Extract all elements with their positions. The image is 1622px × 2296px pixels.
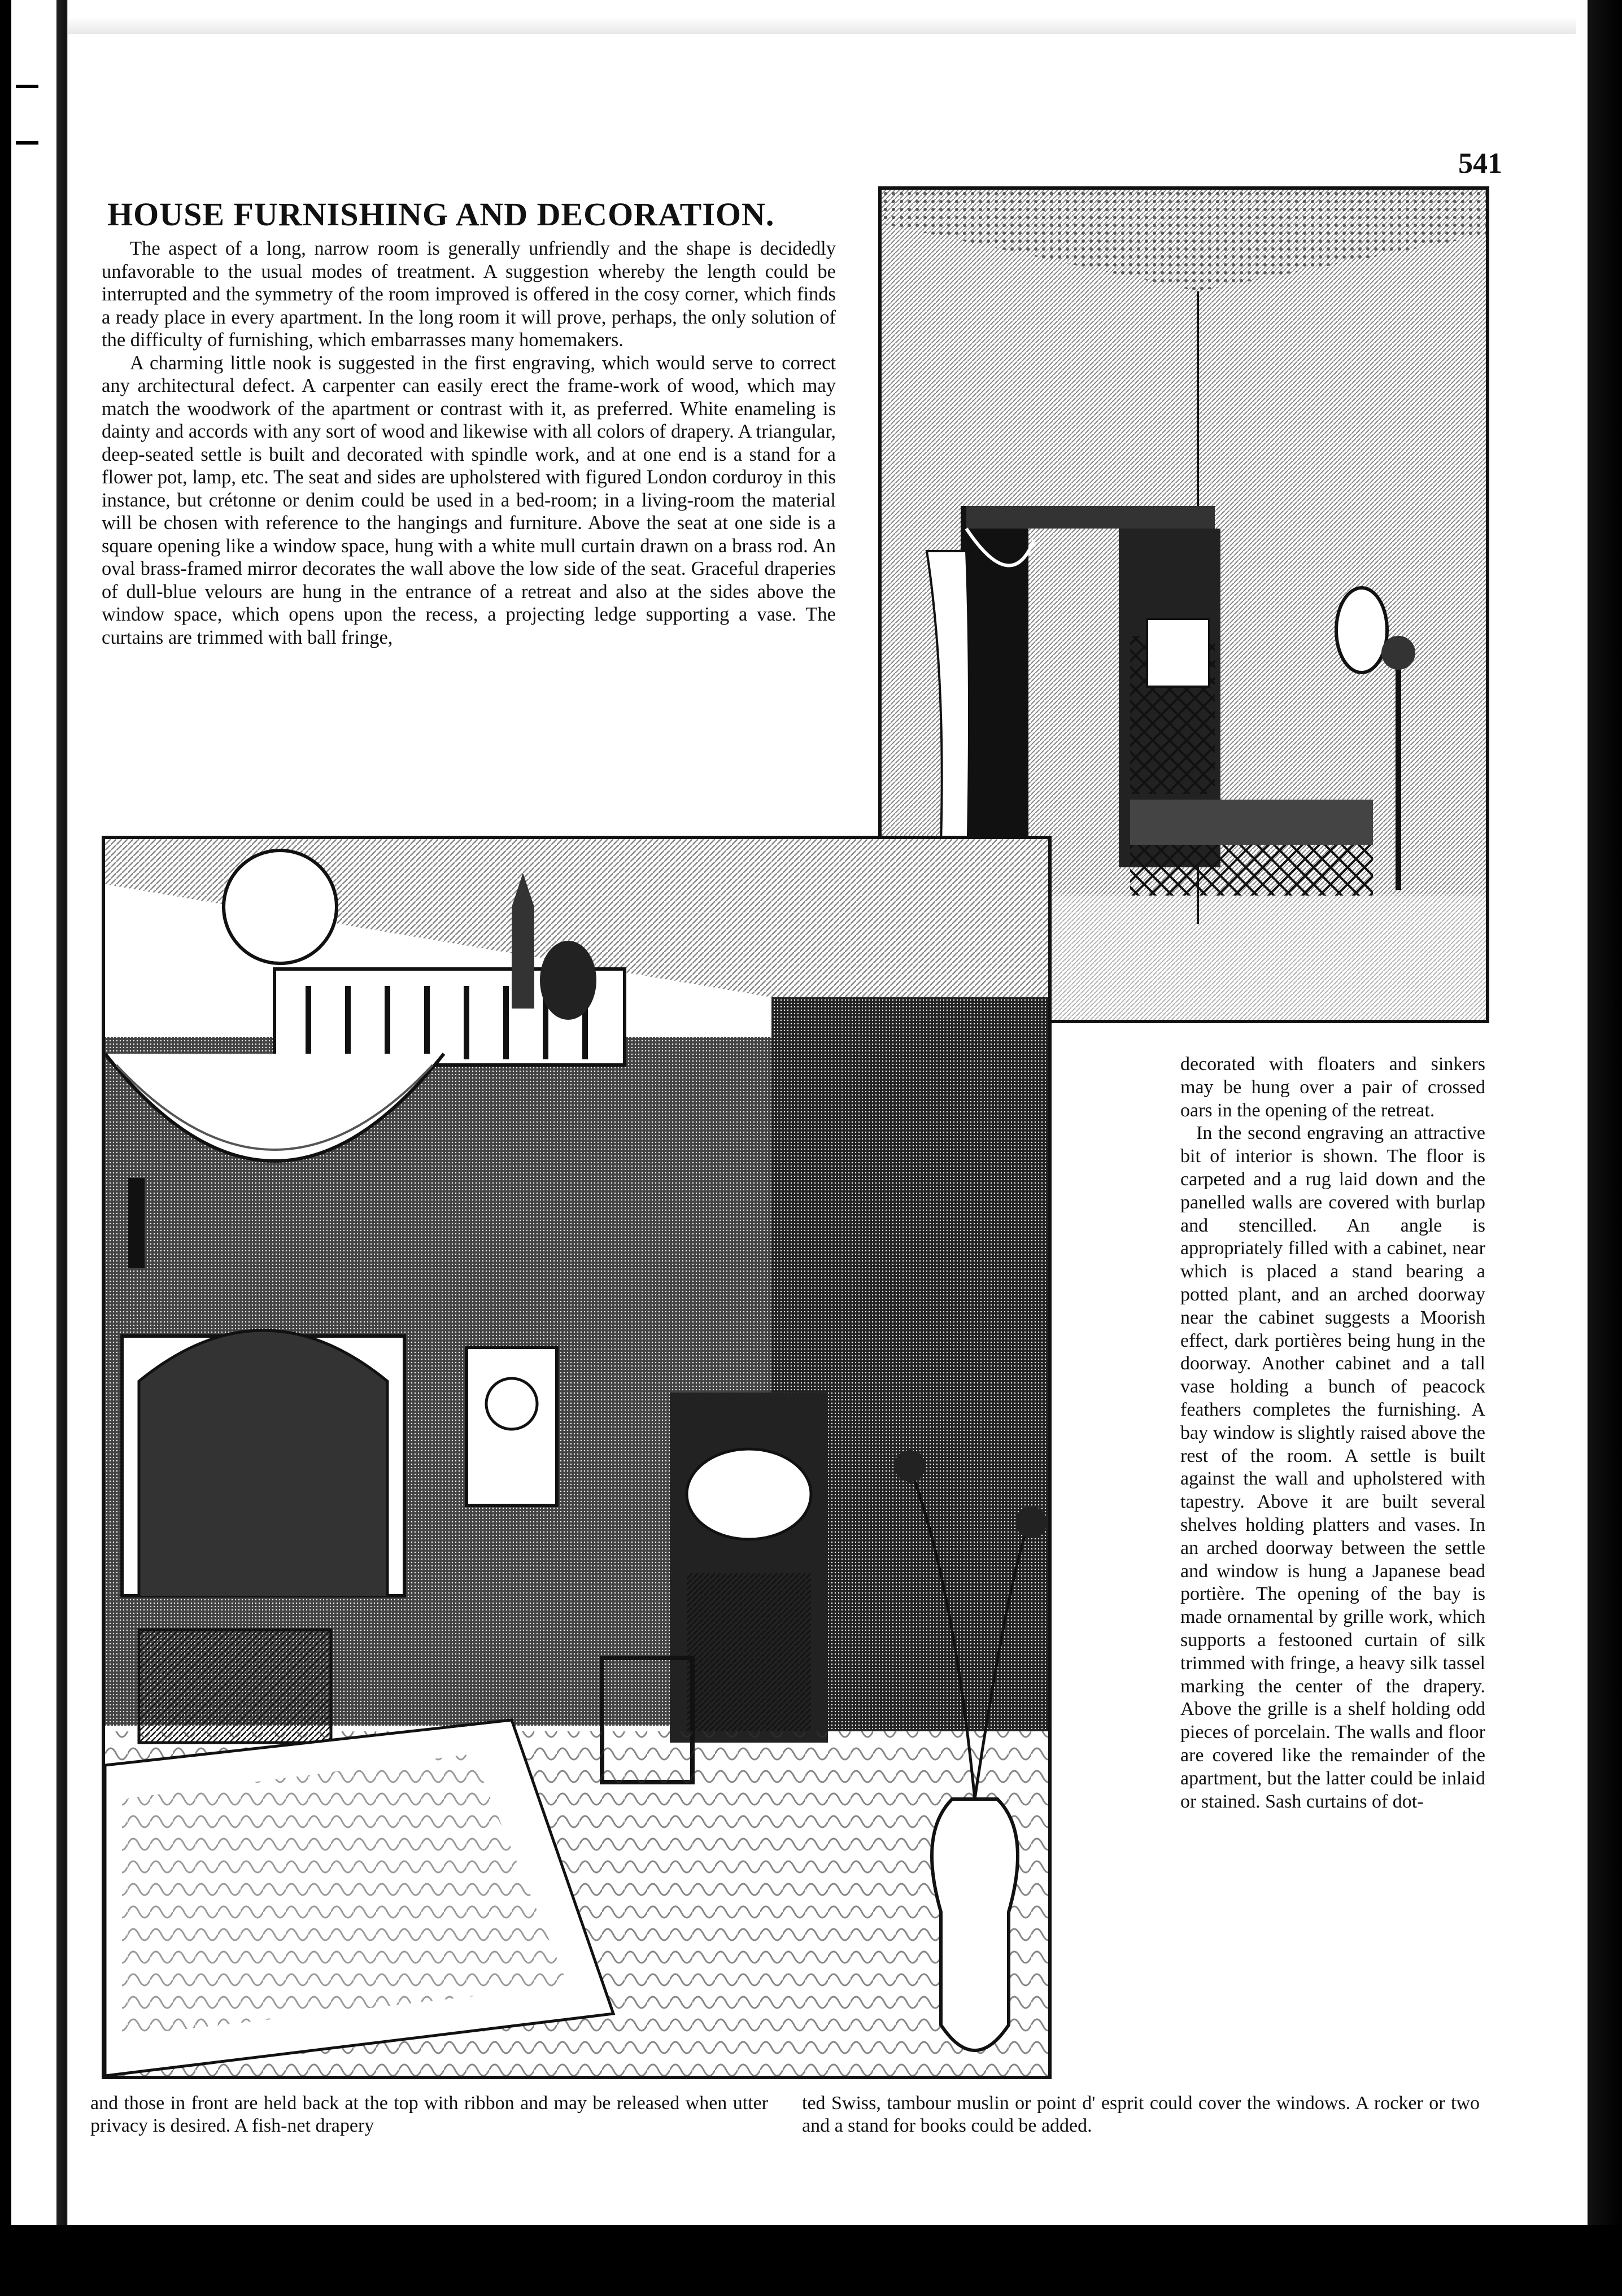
article-right-column	[1180, 1053, 1485, 2098]
article-bottom-right: ted Swiss, tambour muslin or point d' esprit could cover the windows. A rocker or two and a stand for books could be added.	[802, 2093, 1480, 2136]
scan-border-bottom	[0, 2225, 1622, 2296]
paragraph: A charming little nook is suggested in the first engraving, which would serve to correct any architectural defect. A carpenter can easily erect the frame-work of wood, which may match the woodwork of the apartment or contrast with it, as preferred. White enameling is dainty and accords with any sort of wood and likewise with all colors of drapery. A triangular, deep-seated settle is built and decorated with spindle work, and at one end is a stand for a flower pot, lamp, etc. The seat and sides are upholstered with figured London corduroy in this instance, but crétonne or denim could be used in a bed-room; in a living-room the material will be chosen with reference to the hangings and furniture. Above the seat at one side is a square opening like a window space, hung with a white mull curtain drawn on a brass rod. An oval brass-framed mirror decorates the wall above the low side of the seat. Graceful draperies of dull-blue velours are hung in the entrance of a retreat and also at the sides above the window space, which opens upon the recess, a projecting ledge supporting a vase. The curtains are trimmed with ball fringe,	[102, 352, 836, 648]
interior-illustration	[105, 839, 1048, 2076]
margin-mark	[16, 141, 38, 145]
paragraph: decorated with floaters and sinkers may be hung over a pair of crossed oars in the opening of the retreat.	[1180, 1054, 1485, 1121]
paragraph: In the second engraving an attractive bit of interior is shown. The floor is carpeted and a rug laid down and the panelled walls are covered with burlap and stencilled. An angle is appropriately filled with a cabinet, near which is placed a stand bearing a potted plant, and an arched doorway near the cabinet suggests a Moorish effect, dark portières being hung in the doorway. Another cabinet and a tall vase holding a bunch of peacock feathers completes the furnishing. A bay window is slightly raised above the rest of the room. A settle is built against the wall and upholstered with tapestry. Above it are built several shelves holding platters and vases. In an arched doorway between the settle and window is hung a Japanese bead portière. The opening of the bay is made ornamental by grille work, which supports a festooned curtain of silk trimmed with fringe, a heavy silk tassel marking the center of the drapery. Above the grille is a shelf holding odd pieces of porcelain. The walls and floor are covered like the remainder of the apartment, but the latter could be inlaid or stained. Sash curtains of dot-	[1180, 1123, 1485, 1812]
engraving-interior	[102, 836, 1052, 2079]
article-title: HOUSE FURNISHING AND DECORATION.	[107, 196, 775, 233]
margin-mark	[16, 85, 38, 88]
page-number: 541	[1458, 147, 1502, 180]
scan-border-right	[1576, 0, 1622, 2296]
scan-border-top	[0, 0, 1622, 34]
paragraph: The aspect of a long, narrow room is generally unfriendly and the shape is decidedly unfavorable to the usual modes of treatment. A suggestion whereby the length could be interrupted and the symmetry of the room improved is offered in the cosy corner, which finds a ready place in every apartment. In the long room it will prove, perhaps, the only solution of the difficulty of furnishing, which embarrasses many homemakers.	[102, 238, 836, 351]
article-intro-column	[102, 237, 836, 813]
article-bottom-left: and those in front are held back at the top with ribbon and may be released when utter privacy is desired. A fish-net drapery	[90, 2093, 768, 2136]
scan-border-left	[0, 0, 68, 2296]
